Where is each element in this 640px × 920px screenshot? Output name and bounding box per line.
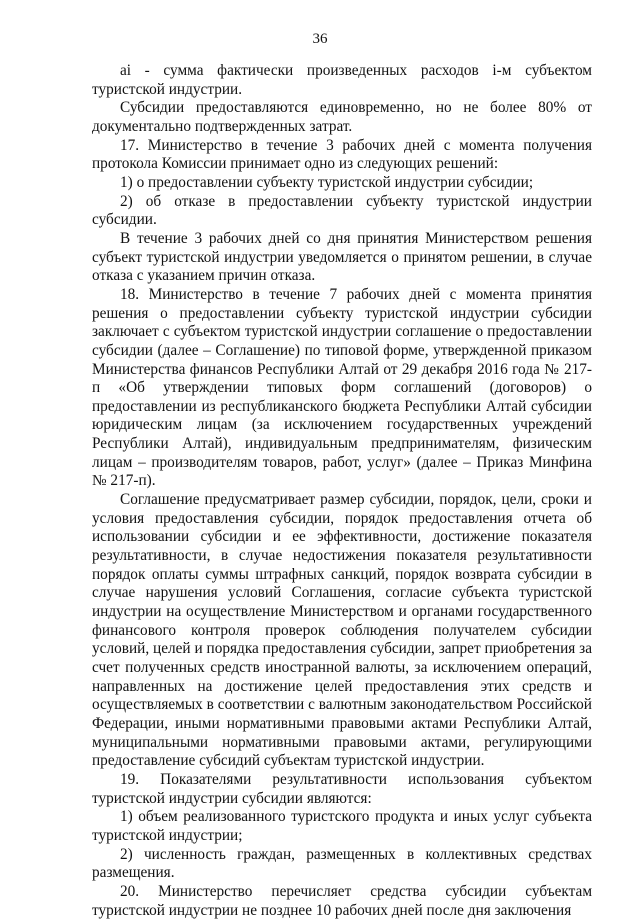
body-text	[92, 62, 592, 920]
paragraph-indicator-guests: 2) численность граждан, размещенных в коллективных средствах размещения.	[92, 845, 592, 882]
paragraph-decision-grant: 1) о предоставлении субъекту туристской индустрии субсидии;	[120, 173, 534, 191]
paragraph-agreement-terms: Соглашение предусматривает размер субсидии, порядок, цели, сроки и условия предоставления субсидии, порядок предоставления отчета об использовании субсидии и ее эффективности, достижение показателя результативности, в случае недостижения показателя результативности порядок оплаты суммы штрафных санкций, порядок возврата субсидии в случае нарушения условий Соглашения, согласие субъекта туристской индустрии на осуществление Министерством и органами государственного финансового контроля проверок соблюдения получателем субсидии условий, целей и порядка предоставления субсидии, запрет приобретения за счет полученных средств иностранной валюты, за исключением операций, направленных на достижение целей предоставления этих средств и осуществляемых в соответствии с валютным законодательством Российской Федерации, иными нормативными правовыми актами Республики Алтай, муниципальными нормативными правовыми актами, регулирующими предоставление субсидий субъектам туристской индустрии.	[92, 491, 592, 770]
paragraph-clause-17: 17. Министерство в течение 3 рабочих дней с момента получения протокола Комиссии принимает одно из следующих решений:	[92, 136, 592, 173]
paragraph-indicator-volume: 1) объем реализованного туристского продукта и иных услуг субъекта туристской индустрии;	[92, 808, 592, 844]
paragraph-decision-refuse: 2) об отказе в предоставлении субъекту туристской индустрии субсидии.	[92, 192, 592, 229]
paragraph-clause-20: 20. Министерство перечисляет средства субсидии субъектам туристской индустрии не позднее 10 рабочих дней после дня заключения	[92, 882, 592, 919]
paragraph-clause-18: 18. Министерство в течение 7 рабочих дней с момента принятия решения о предоставлении субъекту туристской индустрии субсидии заключает с субъектом туристской индустрии соглашение о предоставлении субсидии (далее – Соглашение) по типовой форме, утвержденной приказом Министерства финансов Республики Алтай от 29 декабря 2016 года № 217-п «Об утверждении типовых форм соглашений (договоров) о предоставлении из республиканского бюджета Республики Алтай субсидии юридическим лицам (за исключением государственных учреждений Республики Алтай), индивидуальным предпринимателям, физическим лицам – производителям товаров, работ, услуг» (далее – Приказ Минфина № 217-п).	[92, 285, 592, 490]
paragraph-sum-definition: ai - сумма фактически произведенных расходов i-м субъектом туристской индустрии.	[92, 62, 592, 98]
paragraph-clause-19: 19. Показателями результативности использования субъектом туристской индустрии субсидии являются:	[92, 770, 592, 807]
paragraph-subsidy-limit: Субсидии предоставляются единовременно, но не более 80% от документально подтвержденных затрат.	[92, 99, 592, 135]
paragraph-notification: В течение 3 рабочих дней со дня принятия Министерством решения субъект туристской индустрии уведомляется о принятом решении, в случае отказа с указанием причин отказа.	[92, 229, 592, 285]
page-number: 36	[312, 31, 328, 47]
